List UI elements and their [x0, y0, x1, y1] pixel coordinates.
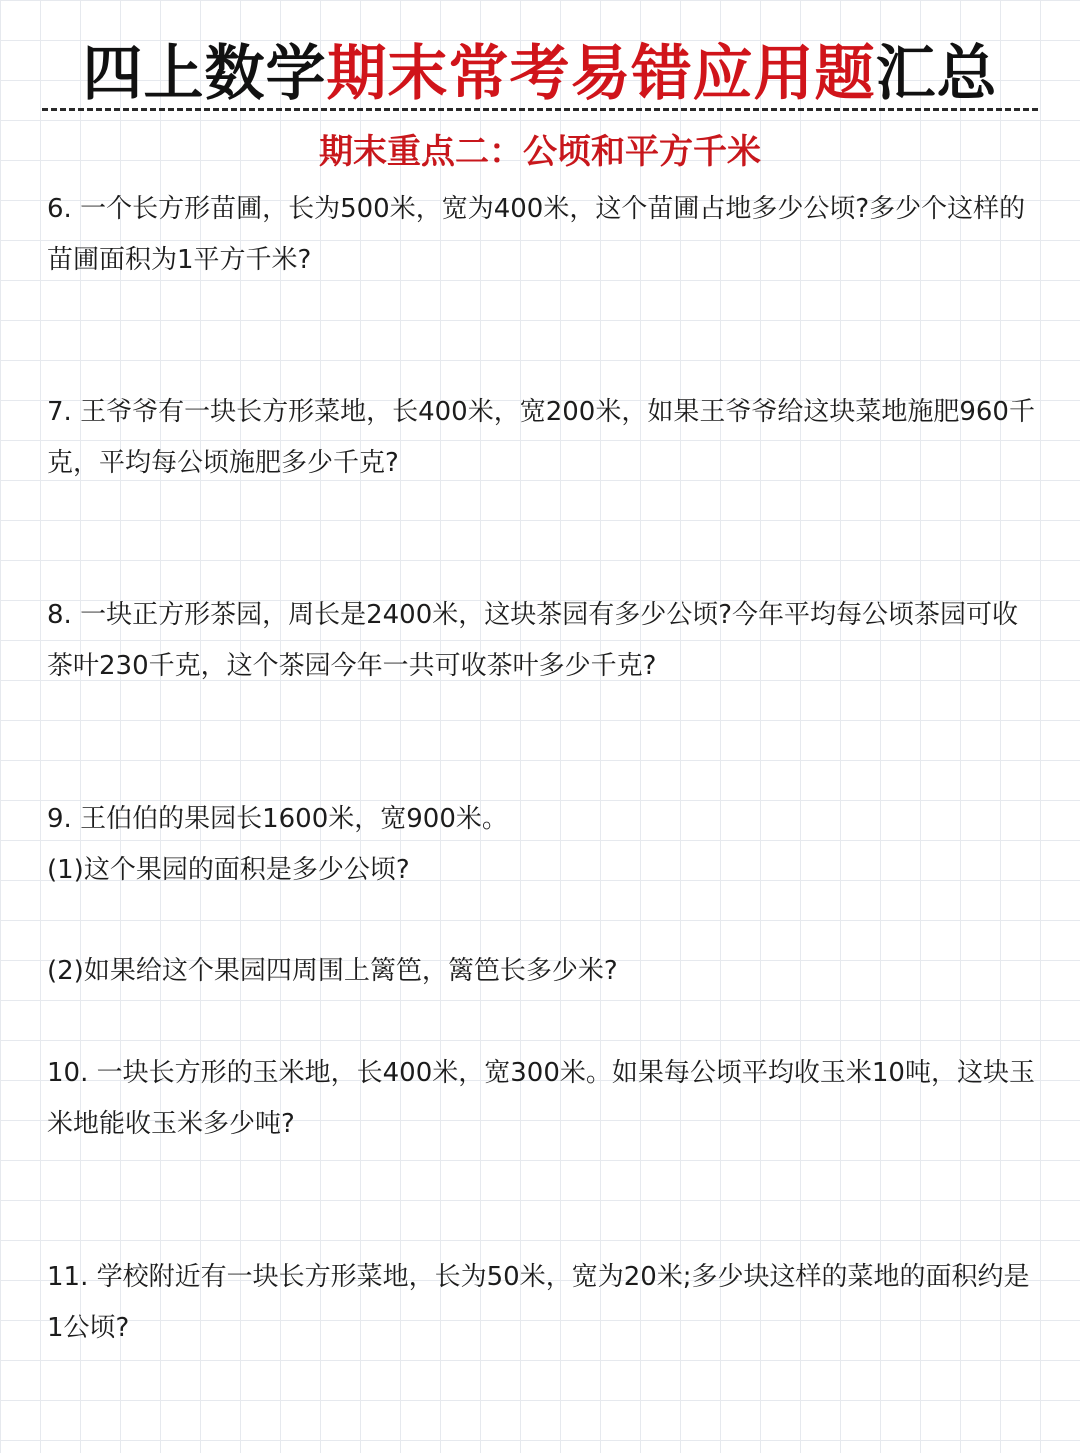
question-9-part-1: (1)这个果园的面积是多少公顷? [47, 855, 410, 885]
title-part-highlight: 期末常考易错应用题 [326, 39, 876, 109]
dashed-divider [42, 108, 1038, 111]
question-10: 10. 一块长方形的玉米地，长400米，宽300米。如果每公顷平均收玉米10吨，这块玉米地能收玉米多少吨? [47, 1058, 1035, 1139]
question-11: 11. 学校附近有一块长方形菜地，长为50米，宽为20米;多少块这样的菜地的面积约是1公顷? [47, 1262, 1030, 1343]
question-7: 7. 王爷爷有一块长方形菜地，长400米，宽200米，如果王爷爷给这块菜地施肥960千克，平均每公顷施肥多少千克? [47, 397, 1035, 478]
title-part-grade: 四上数学 [82, 39, 327, 109]
question-8: 8. 一块正方形茶园，周长是2400米，这块茶园有多少公顷?今年平均每公顷茶园可收茶叶230千克，这个茶园今年一共可收茶叶多少千克? [47, 600, 1019, 681]
title-part-summary: 汇总 [875, 39, 998, 109]
page-title [0, 34, 1080, 114]
question-6: 6. 一个长方形苗圃，长为500米，宽为400米，这个苗圃占地多少公顷?多少个这样的苗圃面积为1平方千米? [47, 194, 1026, 275]
section-subtitle: 期末重点二：公顷和平方千米 [319, 132, 761, 172]
question-9: 9. 王伯伯的果园长1600米，宽900米。 [47, 804, 508, 834]
question-9-part-2: (2)如果给这个果园四周围上篱笆，篱笆长多少米? [47, 956, 618, 986]
